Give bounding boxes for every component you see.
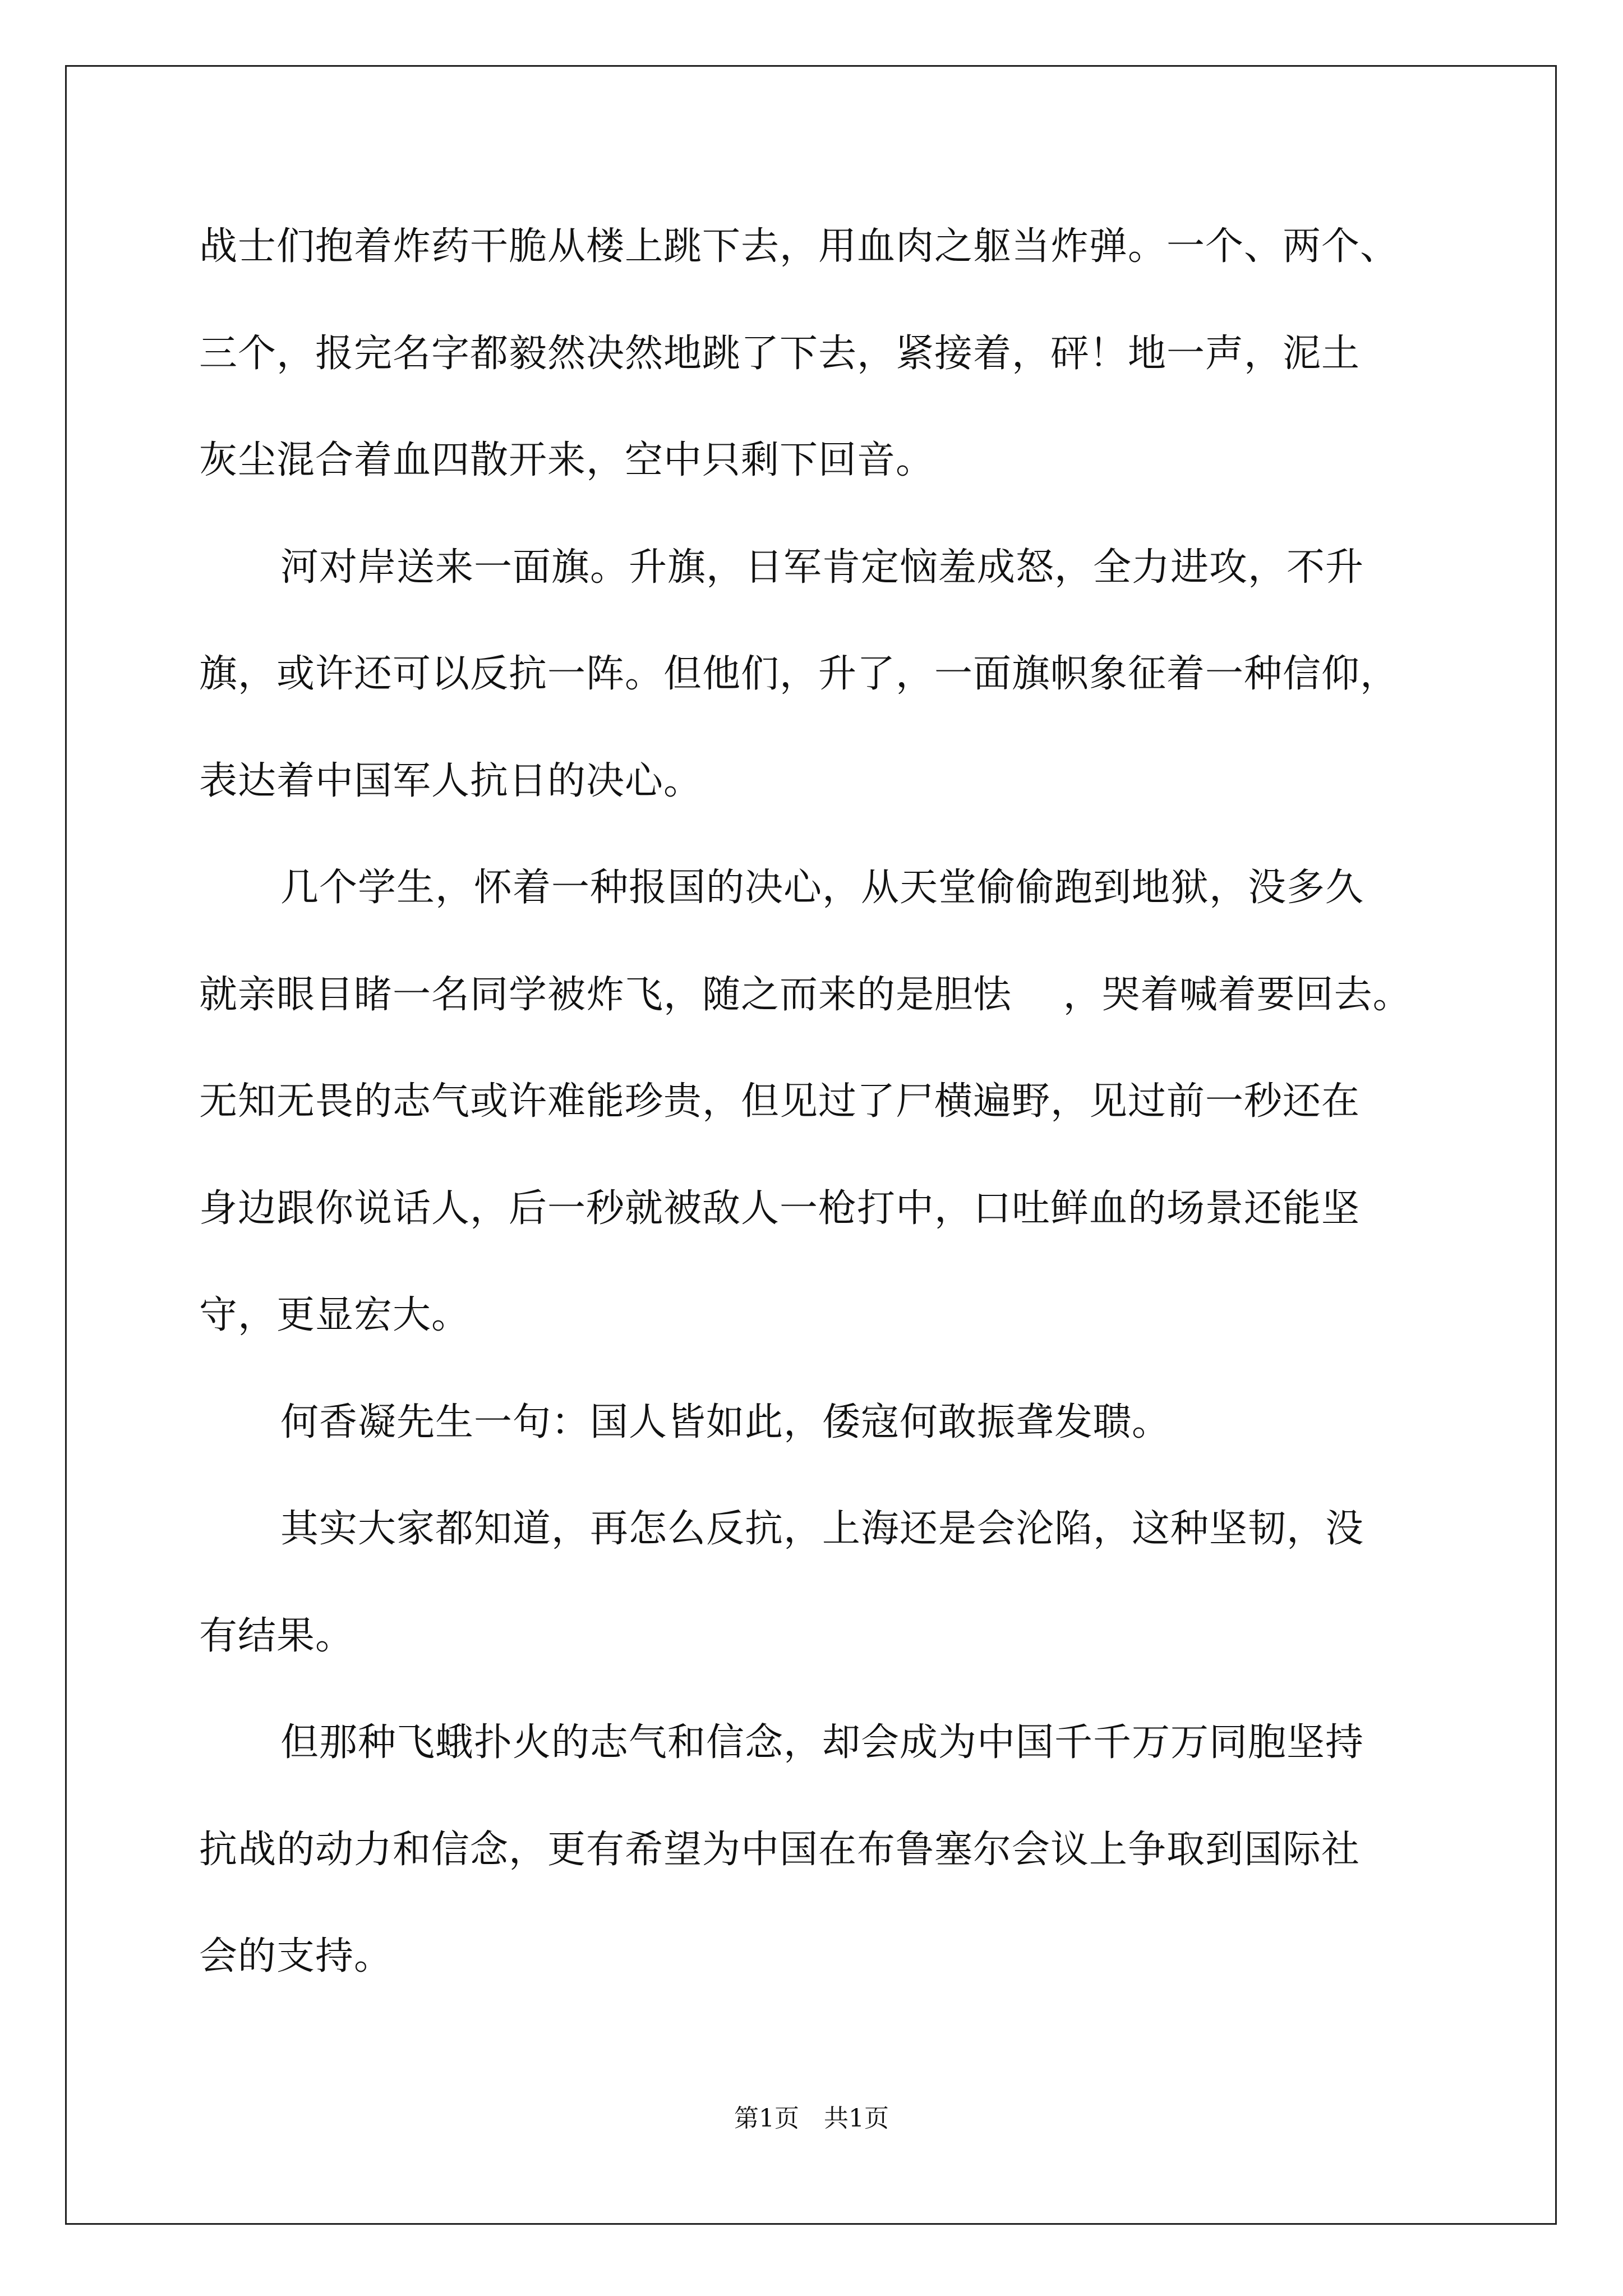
text-line: 灰尘混合着血四散开来，空中只剩下回音。 [199, 438, 935, 482]
text-line: 无知无畏的志气或许难能珍贵，但见过了尸横遍野，见过前一秒还在 [199, 1079, 1361, 1124]
text-line: 战士们抱着炸药干脆从楼上跳下去，用血肉之躯当炸弹。一个、两个、 [199, 224, 1399, 269]
paragraph-first-line: 但那种飞蛾扑火的志气和信念，却会成为中国千千万万同胞坚持 [280, 1720, 1364, 1765]
text-line: 三个，报完名字都毅然决然地跳了下去，紧接着，砰！地一声，泥土 [199, 332, 1361, 376]
text-line: 就亲眼目睹一名同学被炸飞，随之而来的是胆怯 ，哭着喊着要回去。 [199, 973, 1412, 1017]
paragraph-first-line: 河对岸送来一面旗。升旗，日军肯定恼羞成怒，全力进攻，不升 [280, 545, 1364, 590]
page-footer: 第1页 共1页 [734, 2104, 889, 2133]
paragraph-first-line: 何香凝先生一句：国人皆如此，倭寇何敢振聋发聩。 [280, 1400, 1171, 1444]
text-line: 表达着中国军人抗日的决心。 [199, 759, 703, 803]
text-line: 身边跟你说话人，后一秒就被敌人一枪打中，口吐鲜血的场景还能坚 [199, 1186, 1361, 1231]
text-line: 有结果。 [199, 1614, 354, 1658]
text-line: 抗战的动力和信念，更有希望为中国在布鲁塞尔会议上争取到国际社 [199, 1828, 1361, 1872]
paragraph-first-line: 其实大家都知道，再怎么反抗，上海还是会沦陷，这种坚韧，没 [280, 1507, 1364, 1551]
text-line: 守，更显宏大。 [199, 1293, 471, 1337]
text-line: 旗，或许还可以反抗一阵。但他们，升了，一面旗帜象征着一种信仰， [199, 652, 1399, 696]
text-line: 会的支持。 [199, 1934, 393, 1978]
paragraph-first-line: 几个学生，怀着一种报国的决心，从天堂偷偷跑到地狱，没多久 [280, 866, 1364, 910]
